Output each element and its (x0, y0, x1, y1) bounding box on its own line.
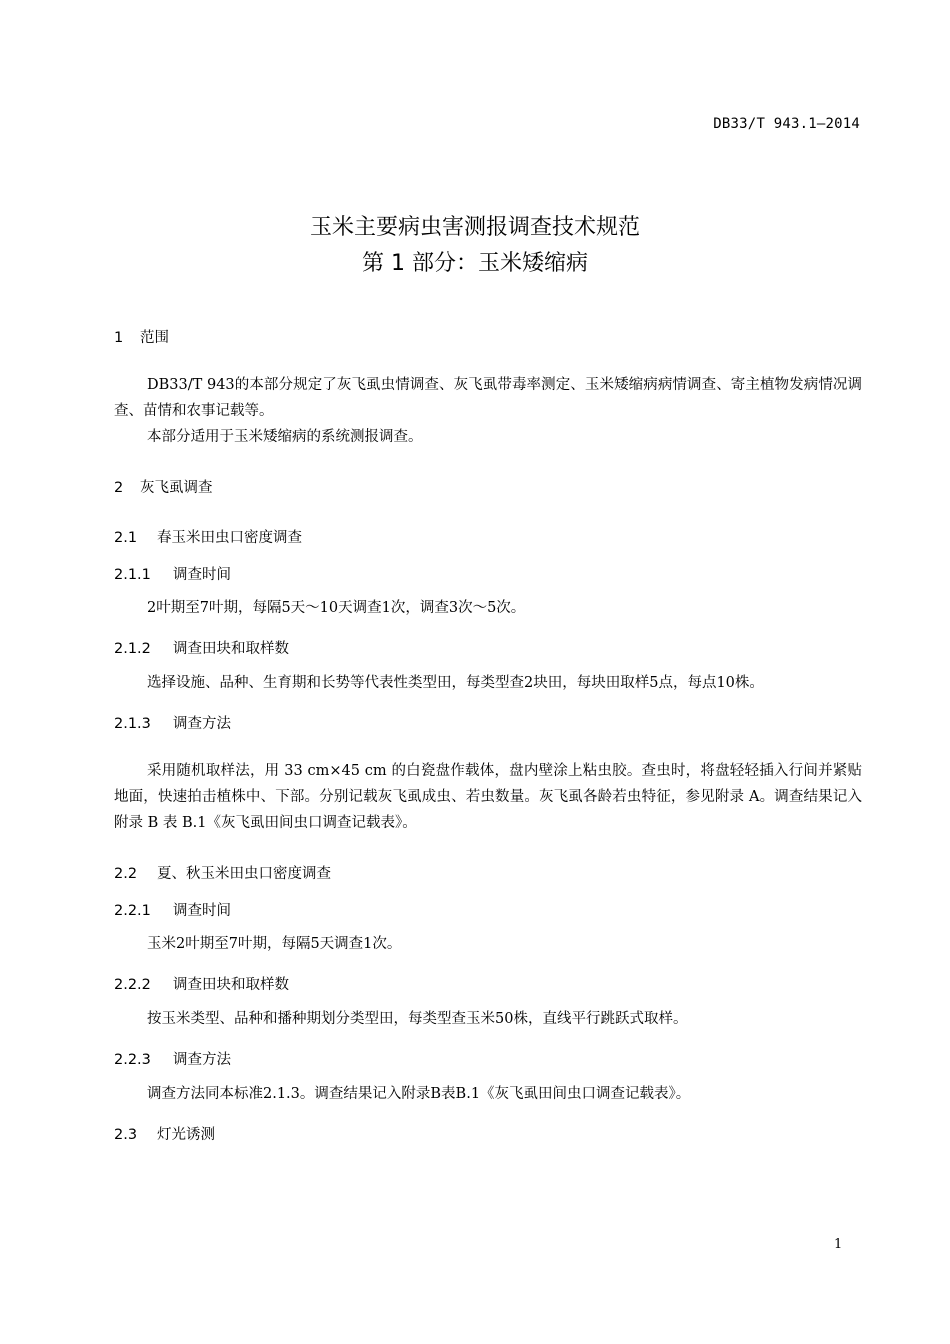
paragraph-2-2-2: 按玉米类型、品种和播种期划分类型田，每类型查玉米50株，直线平行跳跃式取样。 (147, 1011, 688, 1027)
paragraph-scope-1: DB33/T 943的本部分规定了灰飞虱虫情调查、灰飞虱带毒率测定、玉米矮缩病病情调查、寄主植物发病情况调查、苗情和农事记载等。 (114, 377, 862, 419)
section-title: 调查方法 (173, 1052, 231, 1068)
section-number: 2.1.2 (114, 641, 151, 657)
section-title: 灰飞虱调查 (140, 480, 213, 496)
section-number: 2.2.3 (114, 1052, 151, 1068)
section-heading-2-2-3 (114, 1048, 231, 1069)
paragraph-2-1-2: 选择设施、品种、生育期和长势等代表性类型田，每类型查2块田，每块田取样5点，每点10株。 (147, 675, 764, 691)
section-heading-2-1-3 (114, 712, 231, 733)
paragraph-2-1-3: 采用随机取样法，用 33 cm×45 cm 的白瓷盘作载体，盘内壁涂上粘虫胶。查虫时，将盘轻轻插入行间并紧贴地面，快速拍击植株中、下部。分别记载灰飞虱成虫、若虫数量。灰飞虱各龄若虫特征，参见附录 A。调查结果记入附录 B 表 B.1《灰飞虱田间虫口调查记载表》。 (114, 763, 862, 831)
section-heading-2-1-2 (114, 637, 289, 658)
document-title: 玉米主要病虫害测报调查技术规范 (309, 215, 640, 240)
section-number: 2 (114, 480, 124, 496)
section-number: 2.1 (114, 530, 138, 546)
section-heading-1 (114, 326, 169, 347)
section-title: 调查田块和取样数 (173, 641, 289, 657)
document-id: DB33/T 943.1—2014 (713, 116, 860, 132)
paragraph-2-2-3: 调查方法同本标准2.1.3。调查结果记入附录B表B.1《灰飞虱田间虫口调查记载表》。 (147, 1086, 691, 1102)
section-number: 2.1.1 (114, 567, 151, 583)
paragraph-2-1-1: 2叶期至7叶期，每隔5天～10天调查1次，调查3次～5次。 (147, 600, 526, 616)
section-heading-2-2-1 (114, 899, 231, 920)
section-number: 2.2.1 (114, 903, 151, 919)
section-title: 夏、秋玉米田虫口密度调查 (157, 866, 331, 882)
paragraph-scope-2: 本部分适用于玉米矮缩病的系统测报调查。 (147, 429, 423, 445)
section-title: 灯光诱测 (157, 1127, 215, 1143)
section-number: 2.2 (114, 866, 138, 882)
section-title: 调查田块和取样数 (173, 977, 289, 993)
section-heading-2-2-2 (114, 973, 289, 994)
section-title: 调查时间 (173, 903, 231, 919)
document-subtitle: 第 1 部分：玉米矮缩病 (362, 251, 588, 276)
section-title: 范围 (140, 330, 169, 346)
section-title: 调查方法 (173, 716, 231, 732)
section-number: 1 (114, 330, 124, 346)
section-heading-2 (114, 476, 213, 497)
section-heading-2-1 (114, 526, 302, 547)
section-number: 2.3 (114, 1127, 138, 1143)
section-title: 调查时间 (173, 567, 231, 583)
section-title: 春玉米田虫口密度调查 (157, 530, 302, 546)
section-heading-2-3 (114, 1123, 215, 1144)
page-number: 1 (834, 1237, 843, 1252)
section-heading-2-2 (114, 862, 331, 883)
paragraph-2-2-1: 玉米2叶期至7叶期，每隔5天调查1次。 (147, 936, 402, 952)
section-number: 2.1.3 (114, 716, 151, 732)
section-heading-2-1-1 (114, 563, 231, 584)
section-number: 2.2.2 (114, 977, 151, 993)
